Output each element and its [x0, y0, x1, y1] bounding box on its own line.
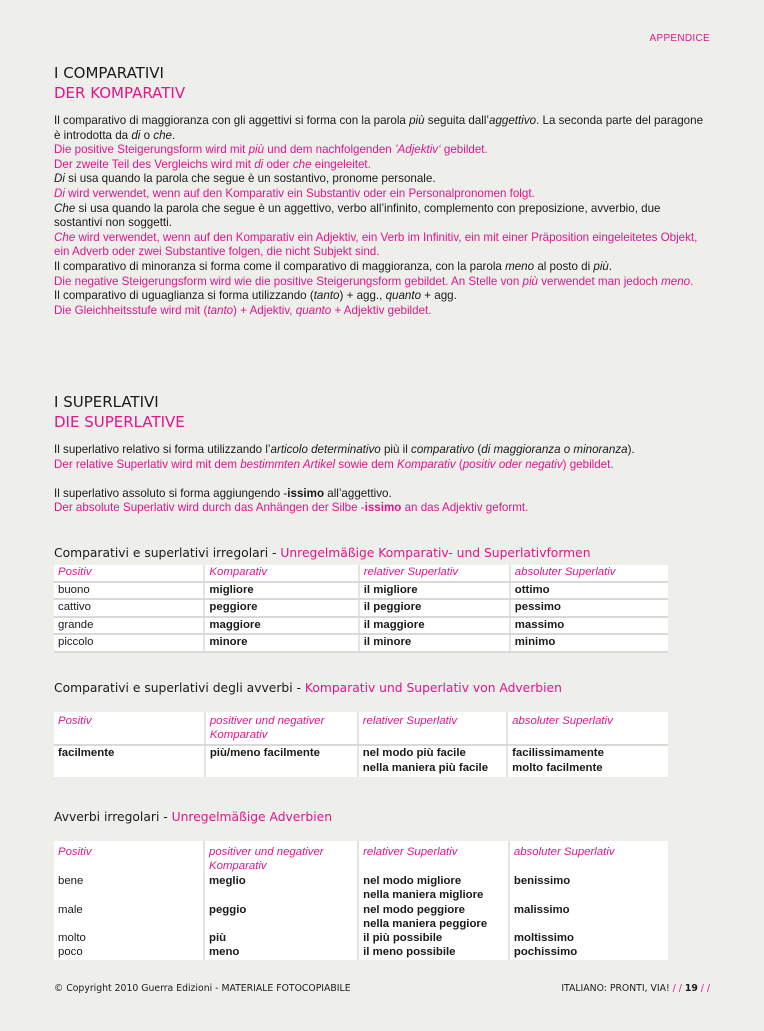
- table-cell: moltissimo: [509, 931, 668, 945]
- italian-line: [54, 260, 704, 275]
- table-cell: cattivo: [54, 599, 204, 617]
- text-run: Der relative Superlativ wird mit dem: [54, 457, 241, 471]
- table1-title-it: Comparativi e superlativi irregolari -: [54, 546, 281, 560]
- table3-title-de: Unregelmäßige Adverbien: [171, 810, 332, 824]
- text-run: sowie dem: [335, 457, 397, 471]
- column-header: absoluter Superlativ: [510, 565, 668, 582]
- footer-sep: / /: [669, 983, 685, 994]
- column-header: relativer Superlativ: [358, 841, 509, 874]
- column-header: positiver und negativer Komparativ: [204, 841, 358, 874]
- table-cell: il peggiore: [359, 599, 510, 617]
- table2-title: [54, 681, 562, 695]
- table-cell: pessimo: [510, 599, 668, 617]
- table-cell: più/meno facilmente: [205, 745, 358, 777]
- text-run: Komparativ: [397, 457, 456, 471]
- text-run: Che: [54, 230, 76, 244]
- column-header: absoluter Superlativ: [509, 841, 668, 874]
- text-run: quanto: [295, 303, 332, 317]
- text-run: o: [140, 128, 154, 142]
- table-row: [54, 745, 668, 777]
- table-cell: il maggiore: [359, 617, 510, 635]
- table-cell: il migliore: [359, 582, 510, 600]
- table-cell: meno: [204, 945, 358, 959]
- text-run: issimo: [287, 486, 325, 500]
- text-run: ) gebildet.: [562, 457, 614, 471]
- table-cell: maggiore: [204, 617, 358, 635]
- table-header-row: [54, 565, 668, 582]
- text-run: più: [522, 274, 538, 288]
- irregular-forms-table: [54, 565, 668, 653]
- text-run: ) + Adjektiv,: [233, 303, 296, 317]
- text-run: Di: [54, 172, 65, 186]
- table-row: [54, 874, 668, 903]
- text-run: comparativo: [411, 443, 475, 456]
- column-header: positiver und negativer Komparativ: [205, 712, 358, 745]
- text-run: Il superlativo relativo si forma utilizzando l’: [54, 443, 271, 456]
- column-header: relativer Superlativ: [359, 565, 510, 582]
- column-header: Positiv: [54, 712, 205, 745]
- text-run: al posto di: [534, 259, 594, 273]
- text-run: di: [254, 157, 264, 171]
- text-run: di: [131, 128, 141, 142]
- text-run: Il comparativo di maggioranza con gli aggettivi si forma con la parola: [54, 114, 410, 127]
- text-run: più: [409, 114, 425, 127]
- text-run: + agg.: [421, 289, 457, 303]
- table-cell: benissimo: [509, 874, 668, 903]
- table-cell: piccolo: [54, 634, 204, 652]
- text-run: ).: [627, 443, 635, 456]
- text-run: + Adjektiv gebildet.: [331, 303, 432, 317]
- german-line: [54, 501, 704, 516]
- table-cell: peggio: [204, 903, 358, 932]
- text-run: ’Adjektiv‘: [394, 143, 441, 157]
- text-run: meno: [661, 274, 691, 288]
- comparativi-heading: [54, 63, 185, 103]
- text-run: Die positive Steigerungsform wird mit: [54, 143, 249, 157]
- table-cell: nel modo più facile nella maniera più facile: [358, 745, 507, 777]
- text-run: Il comparativo di minoranza si forma come il comparativo di maggioranza, con la parola: [54, 259, 506, 273]
- table-cell: facilissimamente molto facilmente: [507, 745, 668, 777]
- text-run: an das Adjektiv geformt.: [401, 501, 529, 515]
- text-run: Der zweite Teil des Vergleichs wird mit: [54, 157, 255, 171]
- german-line: [54, 143, 704, 158]
- table-cell: bene: [58, 875, 84, 887]
- comparativi-title-it: I COMPARATIVI: [54, 64, 164, 82]
- text-run: gebildet.: [440, 143, 488, 157]
- text-run: .: [690, 274, 694, 288]
- table-cell: peggiore: [204, 599, 358, 617]
- text-run: Di: [54, 186, 65, 200]
- table3-title-it: Avverbi irregolari -: [54, 810, 172, 824]
- text-run: wird verwendet, wenn auf den Komparativ ein Substantiv oder ein Personalpronomen folgt.: [64, 186, 535, 200]
- text-run: si usa quando la parola che segue è un sostantivo, pronome personale.: [64, 172, 436, 186]
- text-run: Il superlativo assoluto si forma aggiungendo -: [54, 486, 288, 500]
- text-run: positiv oder negativ: [462, 457, 563, 471]
- column-header: Positiv: [58, 846, 92, 858]
- table-cell: minimo: [510, 634, 668, 652]
- german-line: [54, 158, 704, 173]
- column-header: absoluter Superlativ: [507, 712, 668, 745]
- superlativi-heading: [54, 392, 185, 432]
- book-title: ITALIANO: PRONTI, VIA!: [561, 983, 670, 994]
- table-cell: il più possibile: [358, 931, 509, 945]
- table2-title-de: Komparativ und Superlativ von Adverbien: [304, 681, 562, 695]
- comparativi-title-de: DER KOMPARATIV: [54, 84, 186, 102]
- text-run: .: [171, 128, 176, 142]
- table-cell: minore: [204, 634, 358, 652]
- footer-sep-end: / /: [697, 983, 710, 994]
- column-header: Komparativ: [204, 565, 358, 582]
- text-run: oder: [263, 157, 293, 171]
- italian-line: [54, 202, 704, 231]
- table1-title-de: Unregelmäßige Komparativ- und Superlativformen: [280, 546, 591, 560]
- table-cell: migliore: [204, 582, 358, 600]
- text-run: tanto: [207, 303, 234, 317]
- text-run: (: [455, 457, 463, 471]
- text-run: aggettivo: [489, 114, 537, 127]
- table-cell: il minore: [359, 634, 510, 652]
- text-run: ) + agg.,: [339, 289, 386, 303]
- table-cell: il meno possibile: [358, 945, 509, 959]
- table-row: [54, 634, 668, 652]
- text-run: wird verwendet, wenn auf den Komparativ ein Adjektiv, ein Verb im Infinitiv, ein mit einer Präposition eingeleitetes Objekt, ein Adverb oder zwei Substantive folgen, die nicht Subjekt sind.: [54, 230, 698, 259]
- column-header: Positiv: [54, 565, 204, 582]
- table-cell: massimo: [510, 617, 668, 635]
- table-cell: molto: [58, 932, 86, 945]
- table-cell: poco: [58, 946, 83, 959]
- table-cell: nel modo peggiore nella maniera peggiore: [358, 903, 509, 932]
- german-line: [54, 304, 704, 319]
- page-number: 19: [684, 983, 698, 994]
- text-run: più il: [380, 443, 412, 456]
- text-run: tanto: [313, 289, 340, 303]
- text-run: Die Gleichheitsstufe wird mit (: [54, 303, 208, 317]
- italian-line: [54, 487, 704, 502]
- table-row: [54, 903, 668, 932]
- text-run: Der absolute Superlativ wird durch das Anhängen der Silbe -: [54, 501, 365, 515]
- table-row: [54, 599, 668, 617]
- text-run: eingeleitet.: [311, 157, 371, 171]
- table-cell: grande: [54, 617, 204, 635]
- text-run: verwendet man jedoch: [538, 274, 662, 288]
- text-run: che: [153, 128, 172, 142]
- page-footer: [561, 983, 710, 994]
- text-run: issimo: [364, 501, 402, 515]
- text-run: più: [248, 143, 265, 157]
- text-run: meno: [505, 259, 535, 273]
- irregular-adverbs-table: [54, 841, 668, 960]
- table-cell: meglio: [204, 874, 358, 903]
- superlativi-body: [54, 443, 704, 516]
- copyright-footer: © Copyright 2010 Guerra Edizioni - MATERIALE FOTOCOPIABILE: [54, 983, 351, 994]
- superlativi-title-it: I SUPERLATIVI: [54, 393, 159, 411]
- table-cell: malissimo: [509, 903, 668, 932]
- table1-title: [54, 546, 591, 560]
- italian-line: [54, 172, 704, 187]
- text-run: bestimmten Artikel: [240, 457, 336, 471]
- text-run: quanto: [385, 289, 422, 303]
- italian-line: [54, 289, 704, 304]
- adverbs-comparison-table: [54, 712, 668, 777]
- table-cell: più: [204, 931, 358, 945]
- spacer: [54, 472, 704, 487]
- italian-line: [54, 114, 704, 143]
- text-run: di maggioranza o minoranza: [481, 443, 628, 456]
- table-cell: pochissimo: [509, 945, 668, 959]
- table-row: [54, 617, 668, 635]
- text-run: Che: [54, 201, 76, 215]
- text-run: all’aggettivo.: [324, 486, 392, 500]
- table3-title: [54, 810, 332, 824]
- text-run: Il comparativo di uguaglianza si forma utilizzando (: [54, 289, 314, 303]
- superlativi-title-de: DIE SUPERLATIVE: [54, 413, 185, 431]
- section-header: APPENDICE: [649, 33, 710, 44]
- german-line: [54, 187, 704, 202]
- german-line: [54, 275, 704, 290]
- table-cell: male: [58, 903, 83, 916]
- text-run: si usa quando la parola che segue è un aggettivo, verbo all’infinito, complemento con preposizione, avverbio, due sostantivi non soggetti.: [54, 201, 661, 230]
- italian-line: [54, 443, 704, 458]
- comparativi-body: [54, 114, 704, 318]
- table-header-row: [54, 712, 668, 745]
- text-run: articolo determinativo: [270, 443, 381, 456]
- text-run: . La seconda parte del paragone è introdotta da: [54, 114, 704, 142]
- table-row: [54, 582, 668, 600]
- table-cell: nel modo migliore nella maniera migliore: [358, 874, 509, 903]
- table2-title-it: Comparativi e superlativi degli avverbi -: [54, 681, 305, 695]
- table-cell: facilmente: [58, 747, 115, 759]
- german-line: [54, 458, 704, 473]
- text-run: (: [474, 443, 482, 456]
- table-cell: ottimo: [510, 582, 668, 600]
- text-run: .: [608, 259, 613, 273]
- text-run: seguita dall’: [424, 114, 490, 127]
- text-run: und dem nachfolgenden: [264, 143, 395, 157]
- text-run: più: [593, 259, 609, 273]
- text-run: Die negative Steigerungsform wird wie die positive Steigerungsform gebildet. An Stelle von: [54, 274, 523, 288]
- table-row: [54, 945, 668, 959]
- table-row: [54, 931, 668, 945]
- column-header: relativer Superlativ: [358, 712, 507, 745]
- table-cell: buono: [54, 582, 204, 600]
- table-header-row: [54, 841, 668, 874]
- text-run: che: [292, 157, 312, 171]
- german-line: [54, 231, 704, 260]
